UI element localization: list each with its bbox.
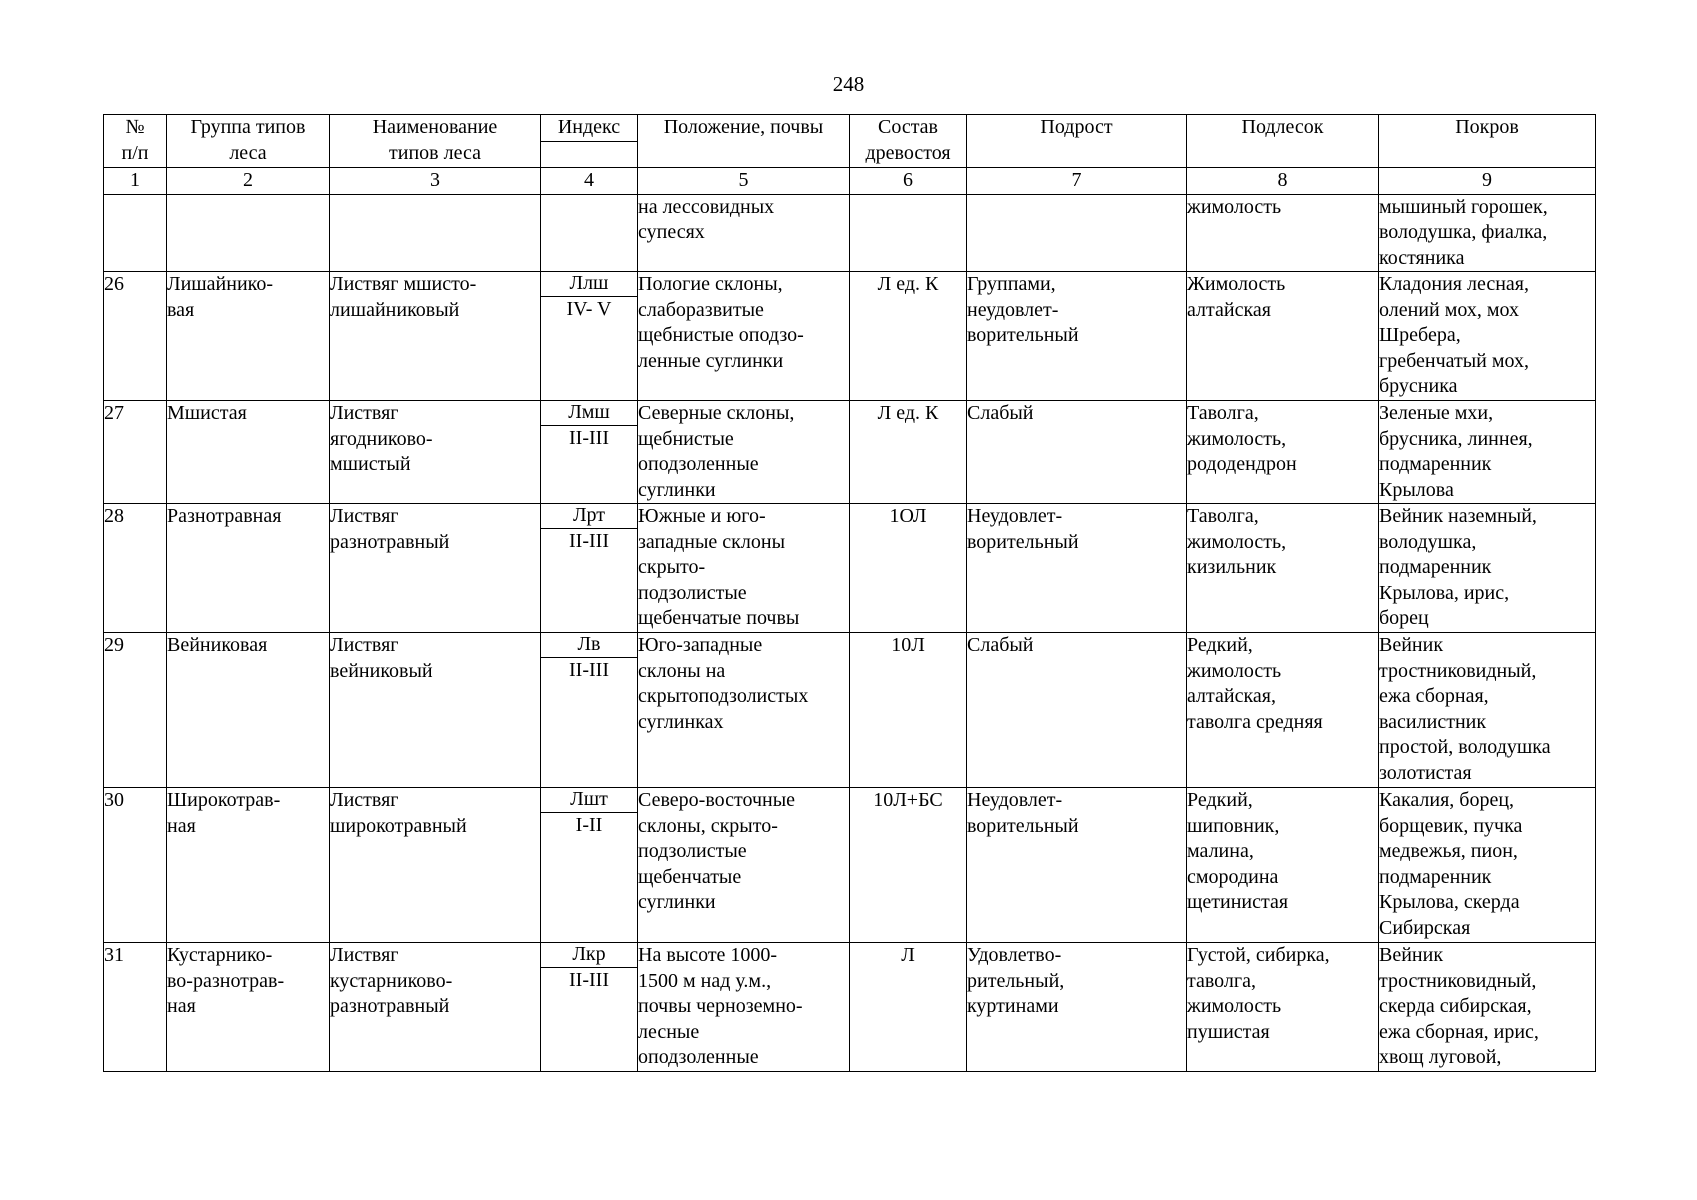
position-cell: Северо-восточные склоны, скрыто- подзолистые щебенчатые суглинки [638,788,850,943]
bonitet-cell: IV- V [541,297,638,401]
cover-cell: Вейник тростниковидный, скерда сибирская, ежа сборная, ирис, хвощ луговой, [1379,943,1596,1072]
cover-cell: Какалия, борец, борщевик, пучка медвежья, пион, подмаренник Крылова, скерда Сибирская [1379,788,1596,943]
row-number: 31 [104,943,167,1072]
cover-cell: Кладония лесная, олений мох, мох Шребера, гребенчатый мох, брусника [1379,272,1596,401]
continuation-row [104,194,1596,272]
name-cell: Листвяг мшисто- лишайниковый [330,272,541,401]
composition-cell: 10Л+БС [850,788,967,943]
undergrowth-cell: Удовлетво- рительный, куртинами [967,943,1187,1072]
column-number: 7 [967,167,1187,194]
row-number: 27 [104,401,167,504]
column-number: 2 [167,167,330,194]
group-cell: Вейниковая [167,633,330,788]
undergrowth-cell: Группами, неудовлет- ворительный [967,272,1187,401]
index-cell: Ллш [541,272,638,297]
bonitet-cell: II-III [541,658,638,788]
group-cell: Кустарнико- во-разнотрав- ная [167,943,330,1072]
underbrush-cell: жимолость [1187,194,1379,272]
composition-cell: 1ОЛ [850,504,967,633]
index-cell: Лшт [541,788,638,813]
bonitet-cell: II-III [541,426,638,504]
row-number: 30 [104,788,167,943]
undergrowth-cell: Неудовлет- ворительный [967,504,1187,633]
composition-cell: Л ед. К [850,401,967,504]
group-cell: Лишайнико- вая [167,272,330,401]
position-cell: Южные и юго- западные склоны скрыто- подзолистые щебенчатые почвы [638,504,850,633]
header-name: Наименование типов леса [330,115,541,168]
empty-cell [850,194,967,272]
underbrush-cell: Редкий, жимолость алтайская, таволга средняя [1187,633,1379,788]
cover-cell: Вейник наземный, володушка, подмаренник Крылова, ирис, борец [1379,504,1596,633]
position-cell: Пологие склоны, слаборазвитые щебнистые оподзо- ленные суглинки [638,272,850,401]
column-number-row [104,167,1596,194]
underbrush-cell: Жимолость алтайская [1187,272,1379,401]
header-bonitet [541,141,638,167]
column-number: 8 [1187,167,1379,194]
underbrush-cell: Таволга, жимолость, рододендрон [1187,401,1379,504]
group-cell: Широкотрав- ная [167,788,330,943]
index-cell: Лкр [541,943,638,968]
empty-cell [330,194,541,272]
cover-cell: мышиный горошек, володушка, фиалка, костяника [1379,194,1596,272]
header-position: Положение, почвы [638,115,850,168]
name-cell: Листвяг ягодниково- мшистый [330,401,541,504]
header-underbrush: Подлесок [1187,115,1379,168]
header-cover: Покров [1379,115,1596,168]
row-number: 29 [104,633,167,788]
row-number: 26 [104,272,167,401]
table-row [104,504,1596,529]
table-row [104,943,1596,968]
table-row [104,788,1596,813]
column-number: 1 [104,167,167,194]
column-number: 4 [541,167,638,194]
position-cell: Северные склоны, щебнистые оподзоленные суглинки [638,401,850,504]
header-row [104,115,1596,142]
table-row [104,633,1596,658]
group-cell: Разнотравная [167,504,330,633]
column-number: 6 [850,167,967,194]
column-number: 5 [638,167,850,194]
row-number: 28 [104,504,167,633]
header-num: № п/п [104,115,167,168]
column-number: 3 [330,167,541,194]
column-number: 9 [1379,167,1596,194]
empty-cell [167,194,330,272]
forest-types-table [103,114,1596,1072]
cover-cell: Зеленые мхи, брусника, линнея, подмаренник Крылова [1379,401,1596,504]
bonitet-cell: I-II [541,813,638,943]
name-cell: Листвяг разнотравный [330,504,541,633]
position-cell: На высоте 1000- 1500 м над у.м., почвы черноземно- лесные оподзоленные [638,943,850,1072]
underbrush-cell: Густой, сибирка, таволга, жимолость пушистая [1187,943,1379,1072]
index-cell: Лмш [541,401,638,426]
composition-cell: Л ед. К [850,272,967,401]
position-cell: Юго-западные склоны на скрытоподзолистых суглинках [638,633,850,788]
undergrowth-cell: Неудовлет- ворительный [967,788,1187,943]
header-composition: Состав древостоя [850,115,967,168]
name-cell: Листвяг широкотравный [330,788,541,943]
header-group: Группа типов леса [167,115,330,168]
undergrowth-cell: Слабый [967,633,1187,788]
group-cell: Мшистая [167,401,330,504]
underbrush-cell: Редкий, шиповник, малина, смородина щетинистая [1187,788,1379,943]
composition-cell: 10Л [850,633,967,788]
empty-cell [104,194,167,272]
undergrowth-cell: Слабый [967,401,1187,504]
empty-cell [541,194,638,272]
position-cell: на лессовидных супесях [638,194,850,272]
composition-cell: Л [850,943,967,1072]
bonitet-cell: II-III [541,529,638,633]
header-index: Индекс [541,115,638,142]
name-cell: Листвяг вейниковый [330,633,541,788]
header-undergrowth: Подрост [967,115,1187,168]
cover-cell: Вейник тростниковидный, ежа сборная, василистник простой, володушка золотистая [1379,633,1596,788]
empty-cell [967,194,1187,272]
table-row [104,272,1596,297]
table-row [104,401,1596,426]
page-number: 248 [832,72,865,96]
index-cell: Лв [541,633,638,658]
name-cell: Листвяг кустарниково- разнотравный [330,943,541,1072]
underbrush-cell: Таволга, жимолость, кизильник [1187,504,1379,633]
bonitet-cell: II-III [541,968,638,1072]
index-cell: Лрт [541,504,638,529]
